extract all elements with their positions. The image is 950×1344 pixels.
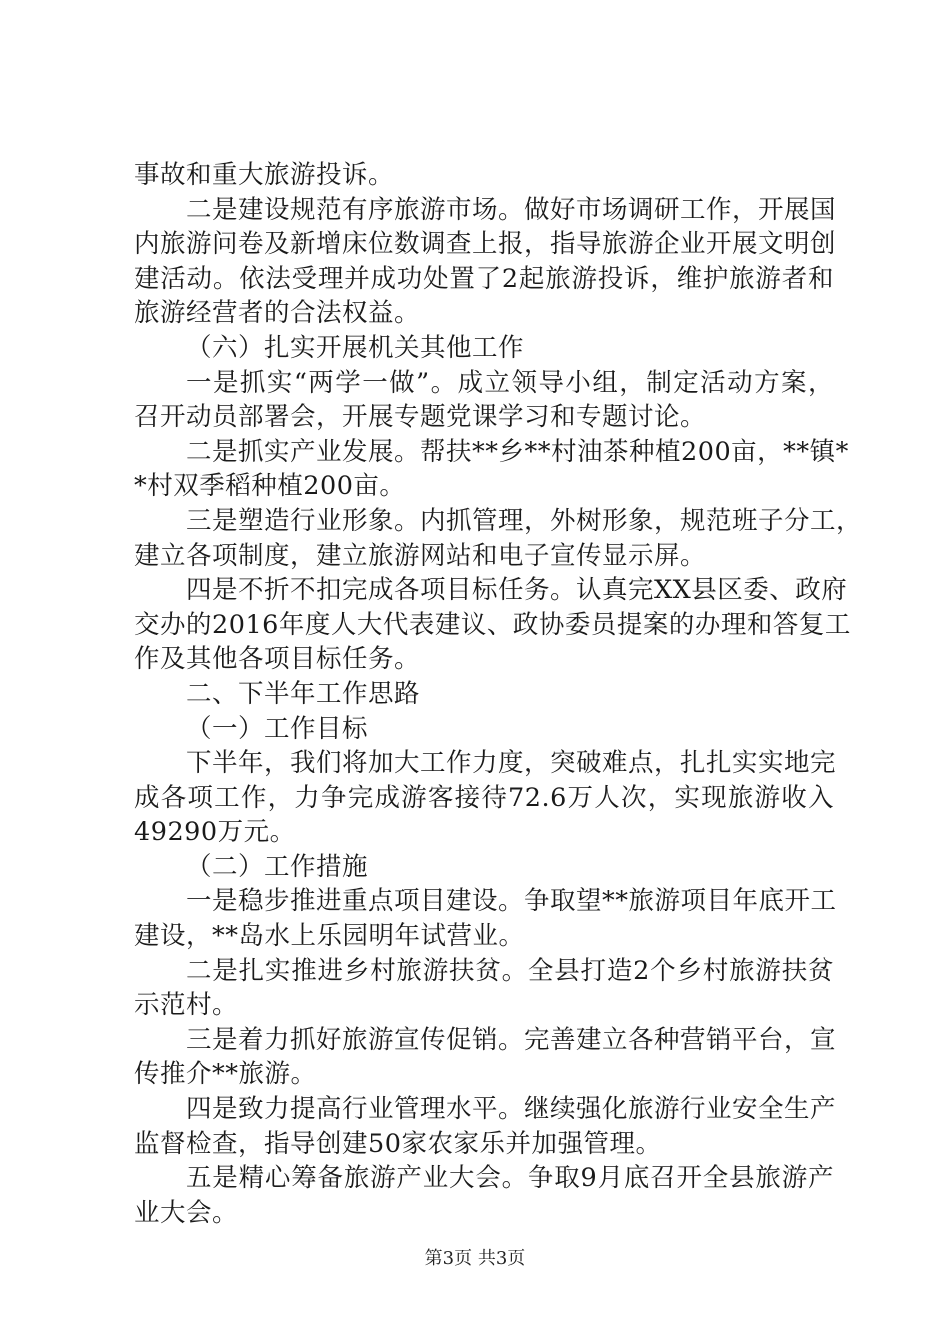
text-line: 一是抓实“两学一做”。成立领导小组，制定活动方案， — [186, 367, 834, 398]
text-line: （二）工作措施 — [186, 851, 369, 882]
text-line: 示范村。 — [134, 990, 239, 1021]
text-line: 五是精心筹备旅游产业大会。争取9月底召开全县旅游产 — [186, 1163, 834, 1194]
text-line: 二是扎实推进乡村旅游扶贫。全县打造2个乡村旅游扶贫 — [186, 955, 834, 986]
text-line: （一）工作目标 — [186, 713, 369, 744]
text-line: 交办的2016年度人大代表建议、政协委员提案的办理和答复工 — [134, 609, 851, 640]
text-line: 二、下半年工作思路 — [186, 678, 421, 709]
text-line: 旅游经营者的合法权益。 — [134, 298, 421, 329]
text-line: *村双季稻种植200亩。 — [134, 471, 406, 502]
text-line: 传推介**旅游。 — [134, 1059, 317, 1090]
text-line: 召开动员部署会，开展专题党课学习和专题讨论。 — [134, 402, 707, 433]
text-line: 三是着力抓好旅游宣传促销。完善建立各种营销平台，宣 — [186, 1024, 837, 1055]
text-line: 建设，**岛水上乐园明年试营业。 — [134, 921, 525, 952]
document-body — [134, 158, 863, 1230]
text-line: 作及其他各项目标任务。 — [134, 644, 421, 675]
text-line: 三是塑造行业形象。内抓管理，外树形象，规范班子分工， — [186, 505, 863, 536]
text-line: 四是不折不扣完成各项目标任务。认真完XX县区委、政府 — [186, 575, 848, 606]
text-line: 业大会。 — [134, 1197, 239, 1228]
text-line: 二是建设规范有序旅游市场。做好市场调研工作，开展国 — [186, 194, 837, 225]
page-footer: 第3页 共3页 — [424, 1248, 526, 1269]
text-line: 49290万元。 — [134, 817, 296, 848]
text-line: 监督检查，指导创建50家农家乐并加强管理。 — [134, 1128, 662, 1159]
text-line: 建立各项制度，建立旅游网站和电子宣传显示屏。 — [134, 540, 707, 571]
text-line: 四是致力提高行业管理水平。继续强化旅游行业安全生产 — [186, 1094, 837, 1125]
text-line: 一是稳步推进重点项目建设。争取望**旅游项目年底开工 — [186, 886, 837, 917]
text-line: 成各项工作，力争完成游客接待72.6万人次，实现旅游收入 — [134, 782, 834, 813]
text-line: （六）扎实开展机关其他工作 — [186, 332, 525, 363]
text-line: 下半年，我们将加大工作力度，突破难点，扎扎实实地完 — [186, 748, 837, 779]
text-line: 建活动。依法受理并成功处置了2起旅游投诉，维护旅游者和 — [134, 263, 834, 294]
text-line: 内旅游问卷及新增床位数调查上报，指导旅游企业开展文明创 — [134, 229, 837, 260]
text-line: 二是抓实产业发展。帮扶**乡**村油茶种植200亩，**镇* — [186, 436, 849, 467]
text-line: 事故和重大旅游投诉。 — [134, 160, 395, 190]
